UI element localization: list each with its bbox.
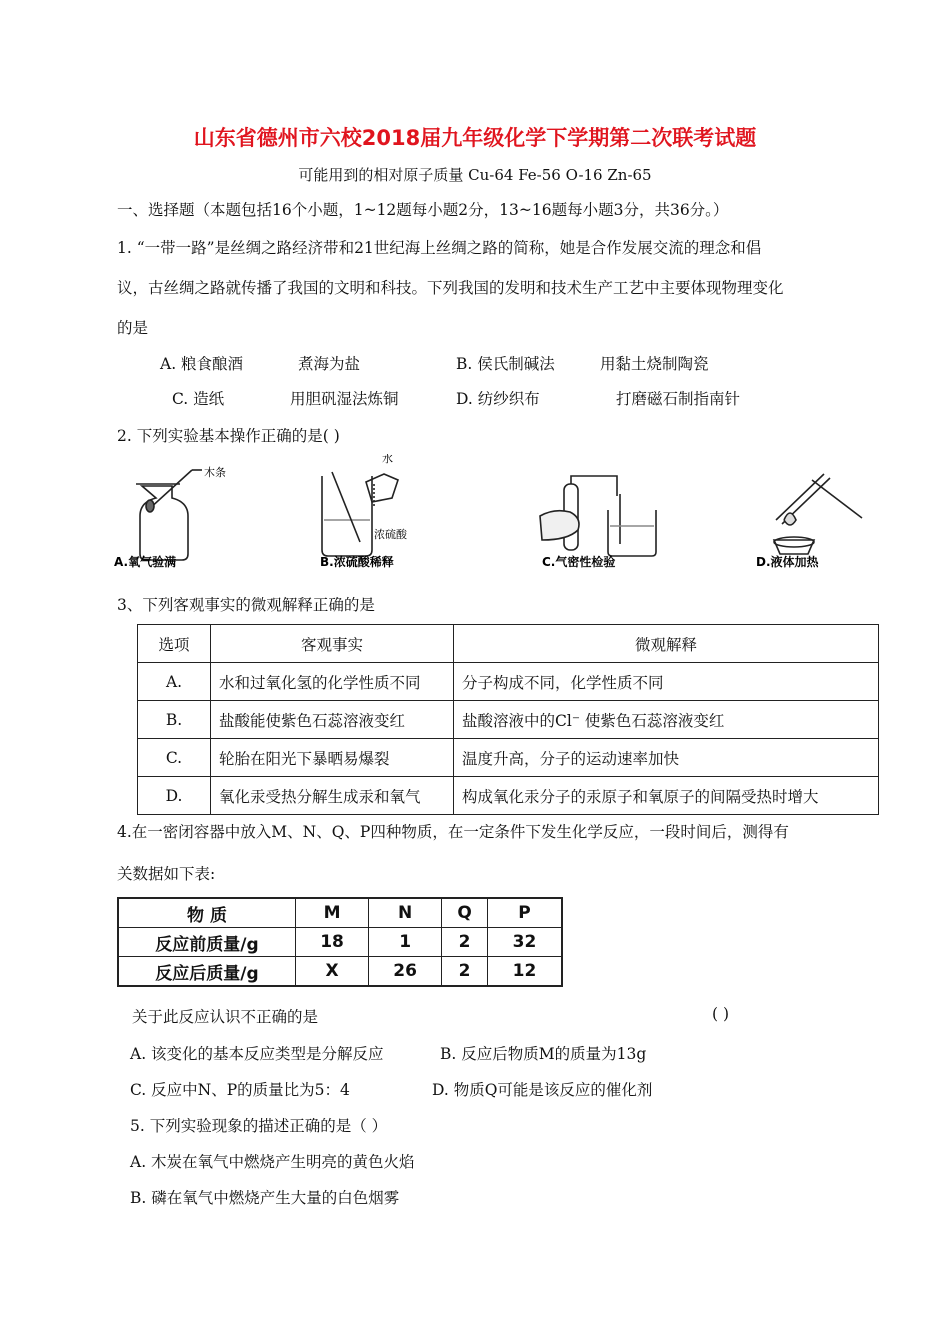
q1-option-d1: D. 纺纱织布 <box>456 390 540 408</box>
caption-c: C.气密性检验 <box>542 555 616 569</box>
table-cell: 12 <box>487 957 562 987</box>
label-acid: 浓硫酸 <box>374 528 407 541</box>
caption-a: A.氧气验满 <box>114 555 177 569</box>
table-cell: 盐酸溶液中的Cl⁻ 使紫色石蕊溶液变红 <box>454 701 879 739</box>
table-row <box>118 957 562 987</box>
liquid-heating-drawing <box>774 474 862 554</box>
table-cell: 氧化汞受热分解生成汞和氧气 <box>211 777 454 815</box>
airtightness-drawing <box>540 476 656 556</box>
table-cell: 反应前质量/g <box>118 928 296 957</box>
table-cell: 构成氧化汞分子的汞原子和氧原子的间隔受热时增大 <box>454 777 879 815</box>
table-cell: X <box>296 957 369 987</box>
q5-option-b: B. 磷在氧气中燃烧产生大量的白色烟雾 <box>130 1189 400 1207</box>
q4-answer-paren: ( ) <box>712 1005 730 1023</box>
caption-b: B.浓硫酸稀释 <box>320 555 394 569</box>
table-row <box>138 663 879 701</box>
q4-line2: 关数据如下表: <box>117 865 216 883</box>
table-cell: A. <box>138 663 211 701</box>
table-cell: 轮胎在阳光下暴晒易爆裂 <box>211 739 454 777</box>
q1-option-a1: A. 粮食酿酒 <box>160 355 244 373</box>
q1-line3: 的是 <box>117 319 149 337</box>
q4-option-a: A. 该变化的基本反应类型是分解反应 <box>130 1045 384 1063</box>
section-heading: 一、选择题（本题包括16个小题，1~12题每小题2分，13~16题每小题3分，共36分。） <box>117 201 729 219</box>
table-cell: 2 <box>442 928 488 957</box>
label-water: 水 <box>382 454 393 465</box>
q4-table <box>117 897 563 987</box>
table-cell: 2 <box>442 957 488 987</box>
q2-figure <box>112 454 872 570</box>
header-cell: Q <box>442 898 488 928</box>
table-cell: 26 <box>369 957 442 987</box>
q3-table <box>137 624 879 815</box>
table-cell: 1 <box>369 928 442 957</box>
q4-option-b: B. 反应后物质M的质量为13g <box>440 1045 647 1063</box>
q1-option-c2: 用胆矾湿法炼铜 <box>290 390 399 408</box>
q1-option-c1: C. 造纸 <box>172 390 225 408</box>
oxygen-bottle-drawing <box>136 470 202 560</box>
beaker-dilution-drawing <box>322 472 398 556</box>
label-wood: 木条 <box>204 466 226 479</box>
q2-stem: 2. 下列实验基本操作正确的是( ) <box>117 427 340 445</box>
header-cell: 物 质 <box>118 898 296 928</box>
table-header-row <box>118 898 562 928</box>
table-cell: 盐酸能使紫色石蕊溶液变红 <box>211 701 454 739</box>
table-cell: 温度升高，分子的运动速率加快 <box>454 739 879 777</box>
header-cell: 客观事实 <box>211 625 454 663</box>
page-title: 山东省德州市六校2018届九年级化学下学期第二次联考试题 <box>193 126 757 150</box>
table-cell: B. <box>138 701 211 739</box>
q1-option-b1: B. 侯氏制碱法 <box>456 355 555 373</box>
q1-option-d2: 打磨磁石制指南针 <box>616 390 741 408</box>
table-row <box>138 777 879 815</box>
q3-stem: 3、下列客观事实的微观解释正确的是 <box>117 596 375 614</box>
q1-line2: 议，古丝绸之路就传播了我国的文明和科技。下列我国的发明和技术生产工艺中主要体现物理变化 <box>117 279 784 297</box>
table-cell: 水和过氧化氢的化学性质不同 <box>211 663 454 701</box>
header-cell: M <box>296 898 369 928</box>
table-header-row <box>138 625 879 663</box>
header-cell: P <box>487 898 562 928</box>
table-cell: C. <box>138 739 211 777</box>
header-cell: 选项 <box>138 625 211 663</box>
q4-line1: 4.在一密闭容器中放入M、N、Q、P四种物质，在一定条件下发生化学反应，一段时间后，测得有 <box>117 823 789 841</box>
q4-option-c: C. 反应中N、P的质量比为5：4 <box>130 1081 350 1099</box>
table-cell: D. <box>138 777 211 815</box>
q4-question: 关于此反应认识不正确的是 <box>132 1008 319 1026</box>
q1-option-b2: 用黏土烧制陶瓷 <box>600 355 709 373</box>
table-row <box>118 928 562 957</box>
q1-line1: 1. “一带一路”是丝绸之路经济带和21世纪海上丝绸之路的简称，她是合作发展交流的理念和倡 <box>117 239 762 257</box>
q5-stem: 5. 下列实验现象的描述正确的是（ ） <box>130 1117 388 1135</box>
table-cell: 32 <box>487 928 562 957</box>
table-cell: 反应后质量/g <box>118 957 296 987</box>
q5-option-a: A. 木炭在氧气中燃烧产生明亮的黄色火焰 <box>130 1153 415 1171</box>
q4-option-d: D. 物质Q可能是该反应的催化剂 <box>432 1081 653 1099</box>
table-cell: 18 <box>296 928 369 957</box>
header-cell: N <box>369 898 442 928</box>
caption-d: D.液体加热 <box>756 555 819 569</box>
atomic-masses: 可能用到的相对原子质量 Cu-64 Fe-56 O-16 Zn-65 <box>298 166 652 184</box>
table-row <box>138 701 879 739</box>
table-cell: 分子构成不同，化学性质不同 <box>454 663 879 701</box>
q1-option-a2: 煮海为盐 <box>298 355 361 373</box>
table-row <box>138 739 879 777</box>
header-cell: 微观解释 <box>454 625 879 663</box>
